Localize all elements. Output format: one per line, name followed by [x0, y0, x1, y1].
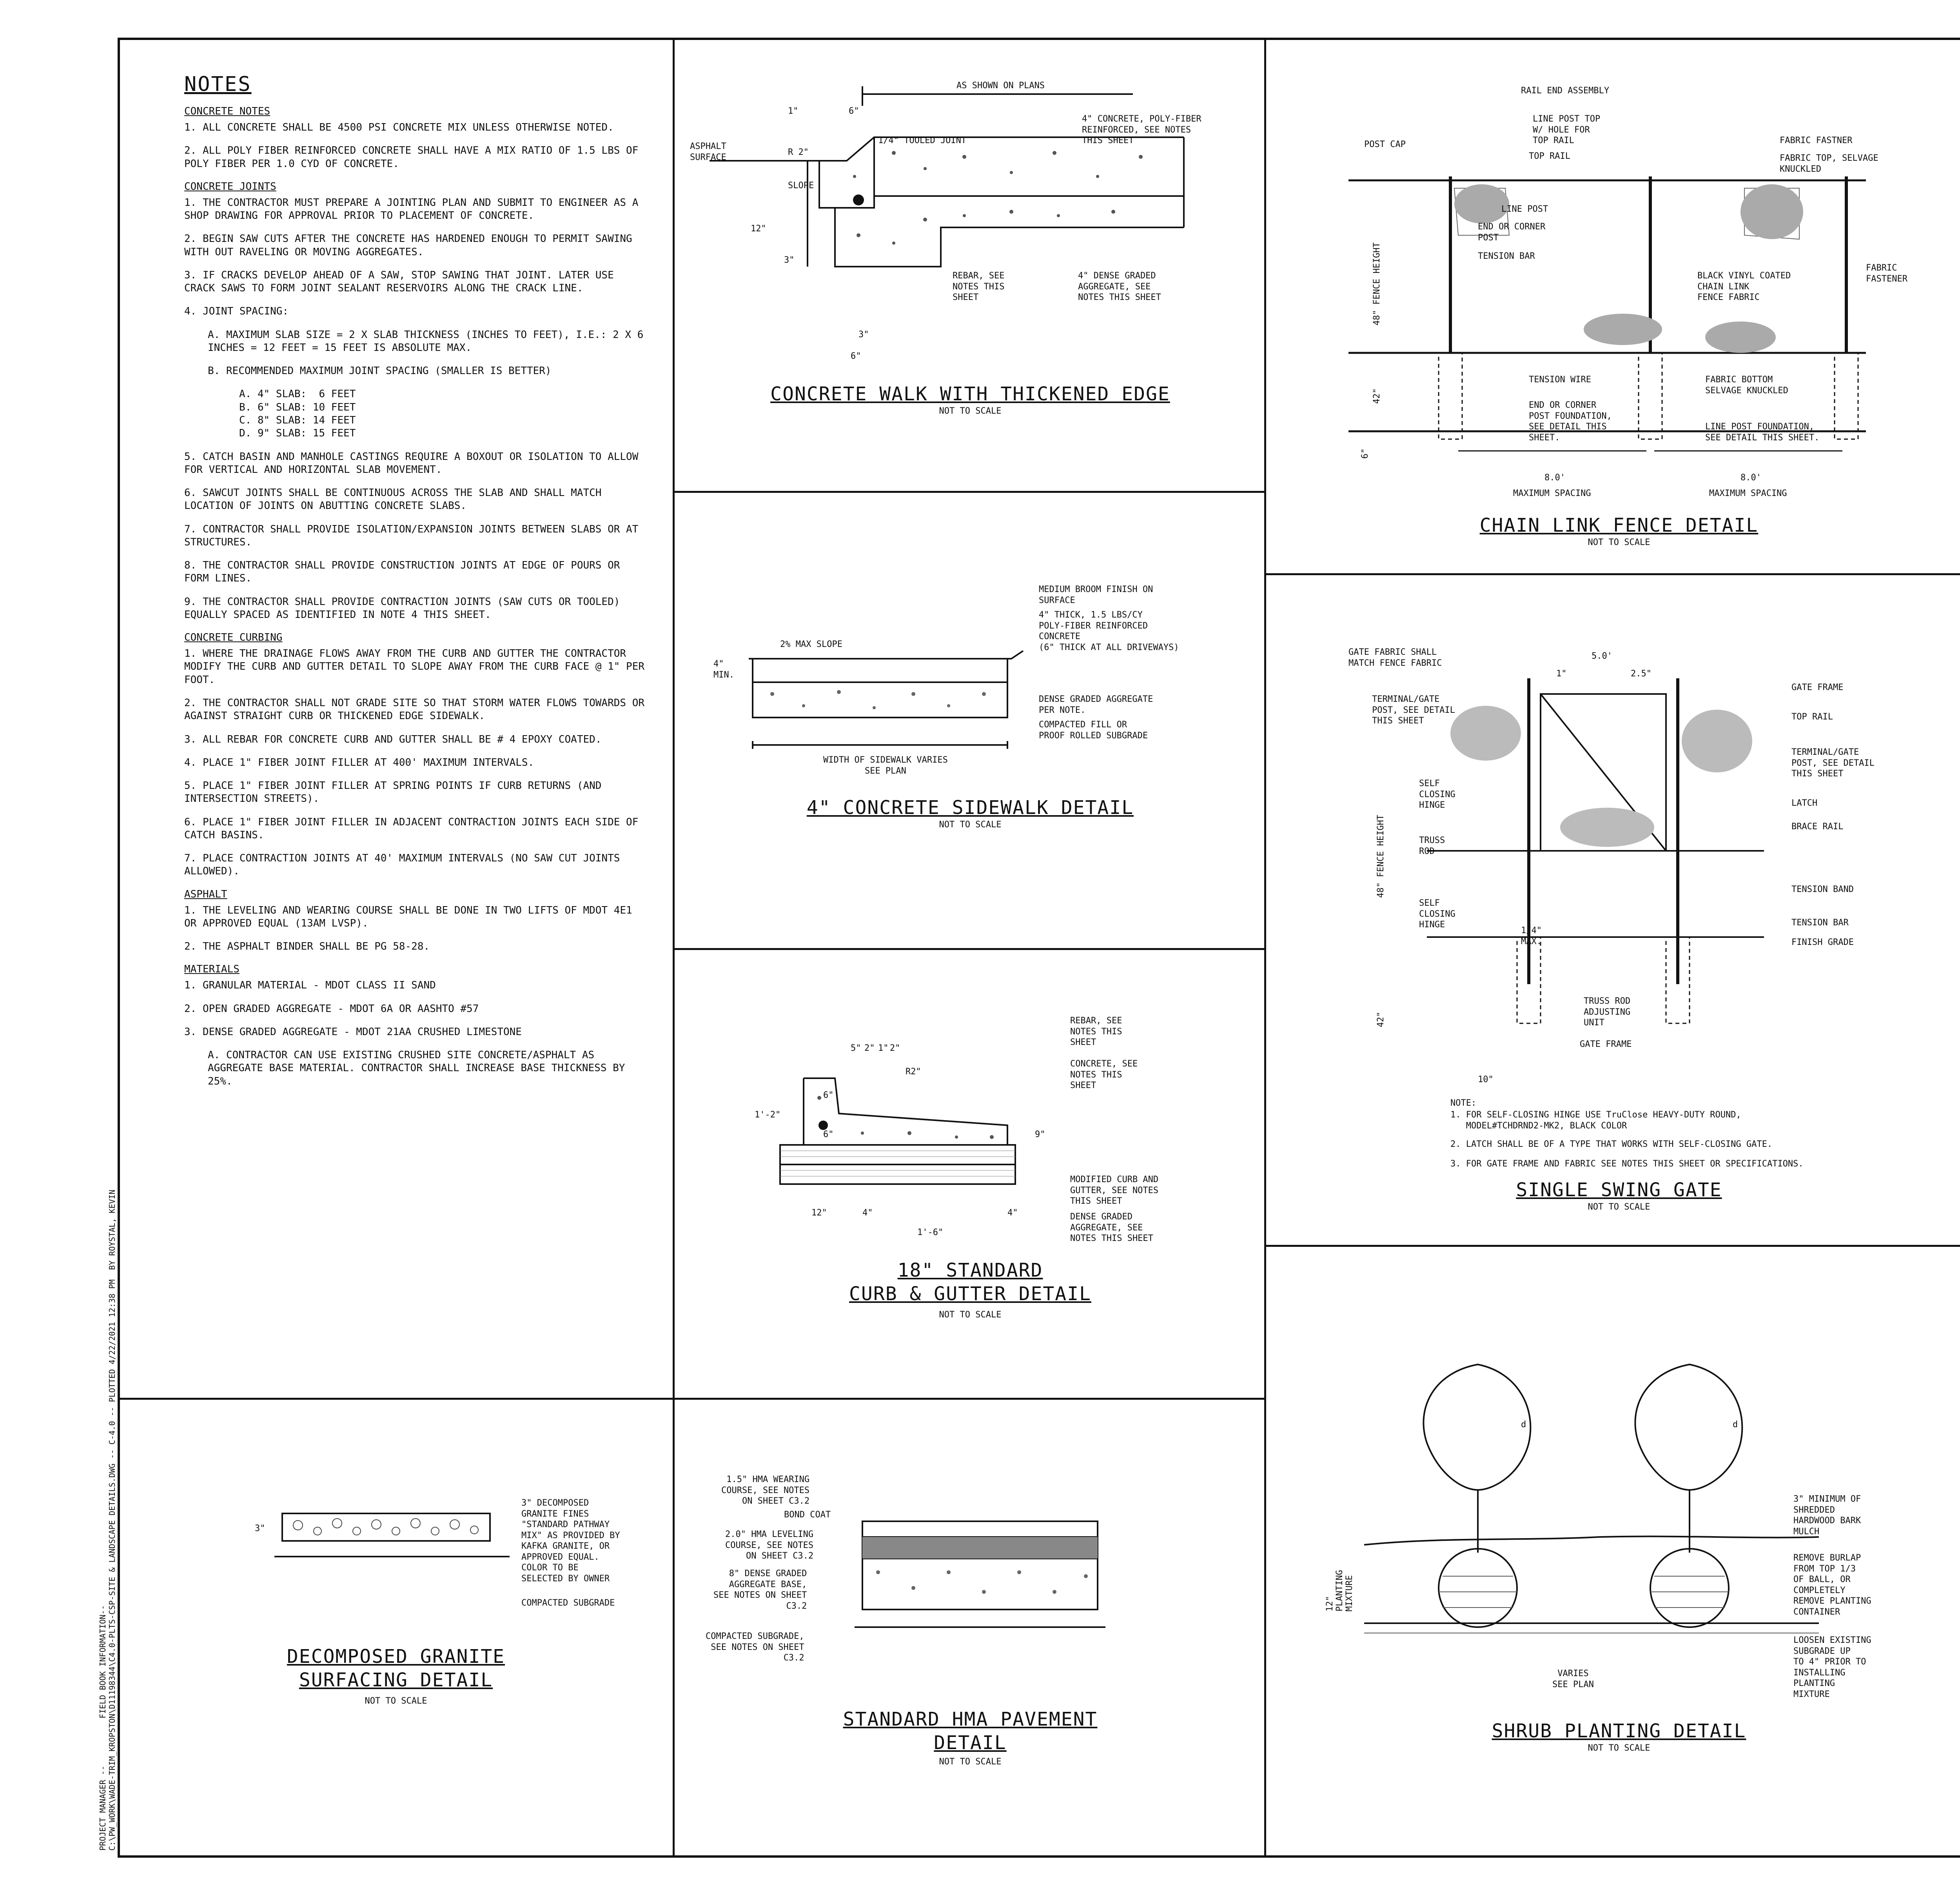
dim-label: 1'-2": [755, 1110, 781, 1120]
callout: REBAR, SEE NOTES THIS SHEET: [953, 271, 1005, 302]
scale-note: NOT TO SCALE: [939, 1310, 1002, 1320]
dim-label: 42": [1372, 388, 1382, 404]
note-item: 2. THE ASPHALT BINDER SHALL BE PG 58-28.: [184, 941, 430, 953]
callout: 3" MINIMUM OF SHREDDED HARDWOOD BARK MULCH: [1793, 1494, 1861, 1537]
dim-label: MAXIMUM SPACING: [1513, 489, 1591, 498]
note-item: B. RECOMMENDED MAXIMUM JOINT SPACING (SMALLER IS BETTER): [208, 365, 552, 377]
detail-title: STANDARD HMA PAVEMENT DETAIL: [843, 1708, 1098, 1754]
callout: FABRIC FASTENER: [1866, 263, 1907, 284]
shrub-drawing: [1364, 1341, 1819, 1655]
detail-title: SHRUB PLANTING DETAIL: [1492, 1720, 1746, 1742]
note-item: 6. SAWCUT JOINTS SHALL BE CONTINUOUS ACROSS THE SLAB AND SHALL MATCH LOCATION OF JOINTS ON ABUTTING CONCRETE SLABS.: [184, 487, 602, 512]
callout: TRUSS ROD: [1419, 836, 1445, 856]
callout: END OR CORNER POST FOUNDATION, SEE DETAIL THIS SHEET.: [1529, 400, 1612, 443]
callout: 1.5" HMA WEARING COURSE, SEE NOTES ON SHEET C3.2: [721, 1475, 810, 1506]
note-item: 1. ALL CONCRETE SHALL BE 4500 PSI CONCRETE MIX UNLESS OTHERWISE NOTED.: [184, 122, 614, 133]
dim-label: VARIES SEE PLAN: [1552, 1669, 1594, 1689]
section-title: MATERIALS: [184, 963, 240, 976]
notes-panel: [184, 73, 647, 1098]
callout: TERMINAL/GATE POST, SEE DETAIL THIS SHEET: [1791, 747, 1875, 779]
dim-label: 4": [862, 1208, 873, 1218]
dim-label: 12" PLANTING MIXTURE: [1325, 1570, 1354, 1611]
dim-label: WIDTH OF SIDEWALK VARIES SEE PLAN: [823, 755, 948, 776]
callout: FABRIC BOTTOM SELVAGE KNUCKLED: [1705, 375, 1788, 396]
dim-label: 1/4" MAX.: [1521, 926, 1542, 946]
note-item: 8. THE CONTRACTOR SHALL PROVIDE CONSTRUCTION JOINTS AT EDGE OF POURS OR FORM LINES.: [184, 560, 620, 585]
dim-label: R2": [906, 1067, 921, 1077]
dim-label: MAXIMUM SPACING: [1709, 489, 1787, 498]
dim-label: AS SHOWN ON PLANS: [956, 81, 1045, 91]
callout: CONCRETE, SEE NOTES THIS SHEET: [1070, 1059, 1138, 1090]
callout: FABRIC FASTNER: [1780, 136, 1853, 145]
callout: 4" THICK, 1.5 LBS/CY POLY-FIBER REINFORCED CONCRETE (6" THICK AT ALL DRIVEWAYS): [1039, 610, 1179, 652]
callout: SLOPE: [788, 181, 814, 191]
section-title: CONCRETE JOINTS: [184, 180, 276, 193]
dim-label: 3": [255, 1524, 265, 1533]
note-item: 3. DENSE GRADED AGGREGATE - MDOT 21AA CRUSHED LIMESTONE: [184, 1026, 522, 1038]
scale-note: NOT TO SCALE: [939, 1757, 1002, 1767]
callout: 4" DENSE GRADED AGGREGATE, SEE NOTES THIS SHEET: [1078, 271, 1161, 302]
callout: LATCH: [1791, 798, 1818, 808]
note-item: 1. FOR SELF-CLOSING HINGE USE TruClose HEAVY-DUTY ROUND, MODEL#TCHDRND2-MK2, BLACK COLOR: [1450, 1110, 1741, 1131]
note-item: A. 4" SLAB: 6 FEET B. 6" SLAB: 10 FEET C. 8" SLAB: 14 FEET D. 9" SLAB: 15 FEET: [239, 388, 356, 440]
dim-label: 48" FENCE HEIGHT: [1376, 815, 1386, 898]
dim-label: 1'-6": [917, 1228, 944, 1237]
detail-title: DECOMPOSED GRANITE SURFACING DETAIL: [287, 1646, 505, 1691]
callout: 8" DENSE GRADED AGGREGATE BASE, SEE NOTES ON SHEET C3.2: [713, 1569, 807, 1611]
divider: [1264, 1245, 1960, 1247]
callout: MEDIUM BROOM FINISH ON SURFACE: [1039, 585, 1153, 605]
dim-label: 8.0': [1740, 473, 1761, 483]
callout: 4" CONCRETE, POLY-FIBER REINFORCED, SEE NOTES THIS SHEET: [1082, 114, 1201, 145]
dim-label: 1": [1556, 669, 1567, 679]
note-item: 9. THE CONTRACTOR SHALL PROVIDE CONTRACTION JOINTS (SAW CUTS OR TOOLED) EQUALLY SPACED AS IDENTIFIED IN NOTE 4 THIS SHEET.: [184, 596, 620, 621]
note-item: 3. IF CRACKS DEVELOP AHEAD OF A SAW, STOP SAWING THAT JOINT. LATER USE CRACK SAWS TO FORM JOINT SEALANT RESERVOIRS ALONG THE CRACK LINE.: [184, 269, 614, 294]
note-item: 2. BEGIN SAW CUTS AFTER THE CONCRETE HAS HARDENED ENOUGH TO PERMIT SAWING WITH OUT RAVELING OR MOVING AGGREGATES.: [184, 233, 632, 258]
callout: COMPACTED SUBGRADE, SEE NOTES ON SHEET C3.2: [706, 1631, 804, 1663]
detail-title: SINGLE SWING GATE: [1516, 1179, 1722, 1201]
dim-label: 3": [784, 255, 795, 265]
dim-label: 4" MIN.: [713, 659, 734, 680]
notes-section: [184, 181, 647, 621]
dim-label: 12": [751, 224, 766, 234]
dim-label: 8.0': [1544, 473, 1565, 483]
note-item: 4. JOINT SPACING:: [184, 305, 289, 318]
callout: GATE FRAME: [1791, 683, 1844, 692]
callout: END OR CORNER POST: [1478, 222, 1546, 243]
note-item: 2. LATCH SHALL BE OF A TYPE THAT WORKS WITH SELF-CLOSING GATE.: [1450, 1139, 1773, 1149]
dim-label: 1": [788, 106, 799, 116]
section-title: CONCRETE NOTES: [184, 105, 270, 117]
divider: [118, 1398, 1265, 1400]
divider: [673, 1398, 675, 1858]
note-item: 1. GRANULAR MATERIAL - MDOT CLASS II SAND: [184, 979, 436, 992]
callout: TERMINAL/GATE POST, SEE DETAIL THIS SHEET: [1372, 694, 1455, 726]
note-item: 1. WHERE THE DRAINAGE FLOWS AWAY FROM THE CURB AND GUTTER THE CONTRACTOR MODIFY THE CURB AND GUTTER DETAIL TO SLOPE AWAY FROM THE CURB FACE @ 1" PER FOOT.: [184, 648, 644, 686]
callout: POST CAP: [1364, 140, 1406, 149]
detail-title: 18" STANDARD CURB & GUTTER DETAIL: [849, 1259, 1091, 1305]
dim-label: 12": [811, 1208, 827, 1218]
dim-label: d: [1733, 1420, 1738, 1430]
callout: BLACK VINYL COATED CHAIN LINK FENCE FABRIC: [1697, 271, 1791, 302]
divider: [1264, 38, 1266, 1858]
callout: LINE POST FOUNDATION, SEE DETAIL THIS SHEET.: [1705, 422, 1820, 443]
callout: ASPHALT SURFACE: [690, 142, 726, 162]
detail-title: CONCRETE WALK WITH THICKENED EDGE: [770, 383, 1170, 405]
note-item: 7. PLACE CONTRACTION JOINTS AT 40' MAXIMUM INTERVALS (NO SAW CUT JOINTS ALLOWED).: [184, 852, 620, 877]
dim-label: 10": [1478, 1075, 1494, 1085]
callout: TENSION BAR: [1478, 251, 1535, 261]
callout: BOND COAT: [784, 1510, 831, 1520]
curb-drawing: [780, 1066, 1023, 1231]
note-item: 2. OPEN GRADED AGGREGATE - MDOT 6A OR AASHTO #57: [184, 1003, 479, 1015]
dim-label: 5": [851, 1043, 861, 1053]
section-title: ASPHALT: [184, 888, 227, 900]
dim-label: 6": [849, 106, 859, 116]
callout: SELF CLOSING HINGE: [1419, 898, 1455, 930]
dim-label: 1": [878, 1043, 889, 1053]
callout: TENSION WIRE: [1529, 375, 1591, 385]
callout: 1/4" TOOLED JOINT: [878, 136, 967, 145]
note-item: 1. THE LEVELING AND WEARING COURSE SHALL BE DONE IN TWO LIFTS OF MDOT 4E1 OR APPROVED EQUAL (13AM LVSP).: [184, 904, 632, 929]
plot-stamp: PROJECT MANAGER -- FIELD BOOK INFORMATION-- C:\PW_WORK\WADE-TRIM_KROPSTON\D11198344\C4.0-PLTS-CSP-SITE & LANDSCAPE DETAILS.DWG -- C-4.0 -- PLOTTED 4/22/2021 12:38 PM BY ROYSTAL, KEVIN: [98, 1190, 117, 1851]
notes-title: NOTE:: [1450, 1098, 1477, 1108]
detail-title: CHAIN LINK FENCE DETAIL: [1479, 514, 1759, 536]
notes-section: [184, 888, 647, 954]
callout: GATE FABRIC SHALL MATCH FENCE FABRIC: [1348, 647, 1442, 668]
callout: LINE POST TOP W/ HOLE FOR TOP RAIL: [1533, 114, 1601, 145]
callout: REBAR, SEE NOTES THIS SHEET: [1070, 1016, 1122, 1047]
scale-note: NOT TO SCALE: [365, 1696, 427, 1706]
callout: GATE FRAME: [1580, 1039, 1632, 1049]
note-item: 4. PLACE 1" FIBER JOINT FILLER AT 400' MAXIMUM INTERVALS.: [184, 756, 534, 768]
callout: DENSE GRADED AGGREGATE, SEE NOTES THIS SHEET: [1070, 1212, 1153, 1243]
note-item: 5. CATCH BASIN AND MANHOLE CASTINGS REQUIRE A BOXOUT OR ISOLATION TO ALLOW FOR VERTICAL AND HORIZONTAL SLAB MOVEMENT.: [184, 451, 639, 476]
note-item: 3. ALL REBAR FOR CONCRETE CURB AND GUTTER SHALL BE # 4 EPOXY COATED.: [184, 733, 602, 745]
divider: [673, 491, 1265, 493]
dim-label: 6": [851, 351, 861, 361]
scale-note: NOT TO SCALE: [939, 406, 1002, 416]
callout: TOP RAIL: [1791, 712, 1833, 722]
dim-label: 4": [1007, 1208, 1018, 1218]
callout: BRACE RAIL: [1791, 822, 1844, 832]
note-item: 3. FOR GATE FRAME AND FABRIC SEE NOTES THIS SHEET OR SPECIFICATIONS.: [1450, 1159, 1804, 1169]
callout: REMOVE BURLAP FROM TOP 1/3 OF BALL, OR COMPLETELY REMOVE PLANTING CONTAINER: [1793, 1553, 1871, 1617]
scale-note: NOT TO SCALE: [1588, 538, 1650, 547]
note-item: A. MAXIMUM SLAB SIZE = 2 X SLAB THICKNESS (INCHES TO FEET), I.E.: 2 X 6 INCHES = 12 FEET = 15 FEET IS ABSOLUTE MAX.: [208, 329, 644, 354]
dim-label: 2% MAX SLOPE: [780, 639, 842, 649]
scale-note: NOT TO SCALE: [1588, 1743, 1650, 1753]
callout: 3" DECOMPOSED GRANITE FINES "STANDARD PATHWAY MIX" AS PROVIDED BY KAFKA GRANITE, OR APPROVED EQUAL. COLOR TO BE SELECTED BY OWNER: [521, 1498, 620, 1584]
callout: TRUSS ROD ADJUSTING UNIT: [1584, 996, 1631, 1028]
dim-label: 6": [823, 1090, 834, 1100]
scale-note: NOT TO SCALE: [939, 820, 1002, 830]
notes-section: [184, 105, 647, 171]
notes-section: [184, 963, 647, 1088]
callout: LOOSEN EXISTING SUBGRADE UP TO 4" PRIOR TO INSTALLING PLANTING MIXTURE: [1793, 1635, 1871, 1699]
dim-label: 3": [858, 330, 869, 340]
dim-label: 48" FENCE HEIGHT: [1372, 242, 1382, 325]
divider: [1264, 573, 1960, 575]
callout: TENSION BAR: [1791, 918, 1849, 928]
gate-drawing: [1427, 663, 1764, 1039]
dim-label: 2": [864, 1043, 875, 1053]
note-item: 5. PLACE 1" FIBER JOINT FILLER AT SPRING POINTS IF CURB RETURNS (AND INTERSECTION STREETS).: [184, 780, 602, 805]
dim-label: 42": [1376, 1012, 1386, 1027]
callout: LINE POST: [1501, 204, 1548, 214]
callout: COMPACTED SUBGRADE: [521, 1598, 615, 1608]
callout: TOP RAIL: [1529, 151, 1570, 161]
dim-label: 2.5": [1631, 669, 1651, 679]
callout: RAIL END ASSEMBLY: [1521, 86, 1610, 96]
detail-title: 4" CONCRETE SIDEWALK DETAIL: [806, 797, 1134, 819]
callout: MODIFIED CURB AND GUTTER, SEE NOTES THIS SHEET: [1070, 1175, 1159, 1206]
note-item: 6. PLACE 1" FIBER JOINT FILLER IN ADJACENT CONTRACTION JOINTS EACH SIDE OF CATCH BASINS.: [184, 816, 639, 841]
divider: [673, 948, 1265, 950]
callout: 2.0" HMA LEVELING COURSE, SEE NOTES ON SHEET C3.2: [725, 1530, 814, 1561]
dim-label: 6": [1360, 448, 1370, 459]
dim-label: 9": [1035, 1130, 1045, 1139]
dim-label: R 2": [788, 147, 809, 157]
note-item: 7. CONTRACTOR SHALL PROVIDE ISOLATION/EXPANSION JOINTS BETWEEN SLABS OR AT STRUCTURES.: [184, 523, 639, 548]
dim-label: 6": [823, 1130, 834, 1139]
dim-label: 2": [890, 1043, 900, 1053]
note-item: A. CONTRACTOR CAN USE EXISTING CRUSHED SITE CONCRETE/ASPHALT AS AGGREGATE BASE MATERIAL. CONTRACTOR SHALL INCREASE BASE THICKNESS BY 25%.: [208, 1049, 625, 1087]
callout: DENSE GRADED AGGREGATE PER NOTE.: [1039, 694, 1153, 715]
dim-label: 5.0': [1592, 651, 1612, 661]
callout: FINISH GRADE: [1791, 937, 1854, 947]
scale-note: NOT TO SCALE: [1588, 1202, 1650, 1212]
sidewalk-drawing: [737, 643, 1035, 768]
callout: COMPACTED FILL OR PROOF ROLLED SUBGRADE: [1039, 720, 1148, 741]
note-item: 2. ALL POLY FIBER REINFORCED CONCRETE SHALL HAVE A MIX RATIO OF 1.5 LBS OF POLY FIBER PER 1.0 CYD OF CONCRETE.: [184, 145, 639, 170]
callout: FABRIC TOP, SELVAGE KNUCKLED: [1780, 153, 1878, 174]
callout: SELF CLOSING HINGE: [1419, 779, 1455, 810]
callout: TENSION BAND: [1791, 885, 1854, 894]
granite-drawing: [274, 1506, 517, 1584]
note-item: 1. THE CONTRACTOR MUST PREPARE A JOINTING PLAN AND SUBMIT TO ENGINEER AS A SHOP DRAWING FOR APPROVAL PRIOR TO PLACEMENT OF CONCRETE.: [184, 196, 639, 222]
dim-label: d: [1521, 1420, 1526, 1430]
hma-drawing: [855, 1513, 1105, 1678]
note-item: 2. THE CONTRACTOR SHALL NOT GRADE SITE SO THAT STORM WATER FLOWS TOWARDS OR AGAINST STRAIGHT CURB OR THICKENED EDGE SIDEWALK.: [184, 697, 644, 722]
notes-heading: NOTES: [184, 73, 252, 96]
section-title: CONCRETE CURBING: [184, 632, 283, 644]
notes-section: [184, 632, 647, 878]
